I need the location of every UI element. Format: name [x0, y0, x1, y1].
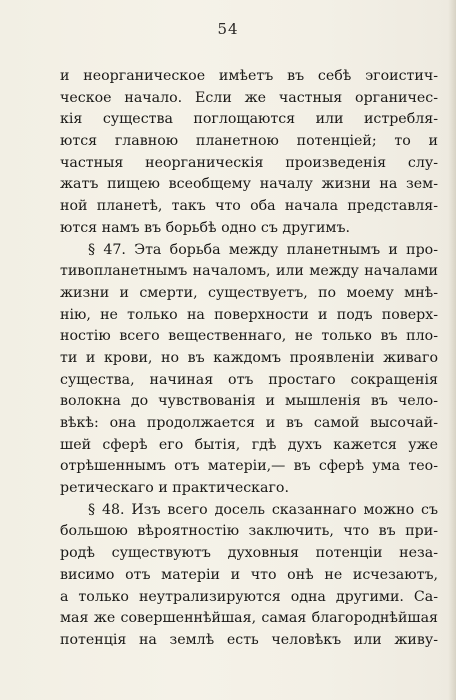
text-line: тивопланетнымъ началомъ, или между началами — [60, 263, 438, 280]
text-line: жатъ пищею всеобщему началу жизни на зем- — [60, 176, 438, 193]
text-line: шей сферѣ его бытія, гдѣ духъ кажется уже — [60, 436, 438, 453]
text-line: ческое начало. Если же частныя органичес- — [60, 89, 438, 106]
text-line: висимо отъ матеріи и что онѣ не исчезаютъ, — [60, 566, 438, 583]
text-line: жизни и смерти, существуетъ, по моему мнѣ- — [60, 284, 438, 301]
text-line: существа, начиная отъ простаго сокращенія — [60, 371, 438, 388]
text-line: ной планетѣ, такъ что оба начала представля- — [60, 198, 438, 215]
text-line: а только неутрализируются одна другими. Са- — [60, 588, 438, 605]
text-line: кія существа поглощаются или истребля- — [60, 111, 438, 128]
page-edge-shadow — [448, 0, 456, 700]
text-line: ностію всего вещественнаго, не только въ пло- — [60, 328, 438, 345]
text-line: ются главною планетною потенціей; то и — [60, 133, 438, 150]
text-line: мая же совершеннѣйшая, самая благороднѣйшая — [60, 610, 438, 627]
text-line: родѣ существуютъ духовныя потенціи неза- — [60, 545, 438, 562]
text-line: потенція на землѣ есть человѣкъ или живу- — [60, 631, 438, 648]
text-line: вѣкѣ: она продолжается и въ самой высочай- — [60, 415, 438, 431]
text-line: ти и крови, но въ каждомъ проявленіи живаго — [60, 349, 438, 366]
text-line: ются намъ въ борьбѣ одно съ другимъ. — [60, 219, 351, 236]
page-number: 54 — [217, 20, 239, 38]
paragraph-start-line: § 48. Изъ всего досель сказаннаго можно съ — [88, 501, 438, 518]
text-line: нію, не только на поверхности и подъ поверх- — [60, 306, 438, 323]
text-line: частныя неорганическія произведенія слу- — [60, 154, 438, 171]
text-line: волокна до чувствованія и мышленія въ чело- — [60, 393, 438, 410]
text-line: большою вѣроятностію заключить, что въ при- — [60, 523, 438, 540]
body-text — [60, 66, 438, 652]
text-line: отрѣшеннымъ отъ матеріи,— въ сферѣ ума тео- — [60, 458, 438, 475]
paragraph-start-line: § 47. Эта борьба между планетнымъ и про- — [88, 241, 438, 258]
text-line: ретическаго и практическаго. — [60, 480, 289, 497]
text-line: и неорганическое имѣетъ въ себѣ эгоистич- — [60, 68, 438, 84]
